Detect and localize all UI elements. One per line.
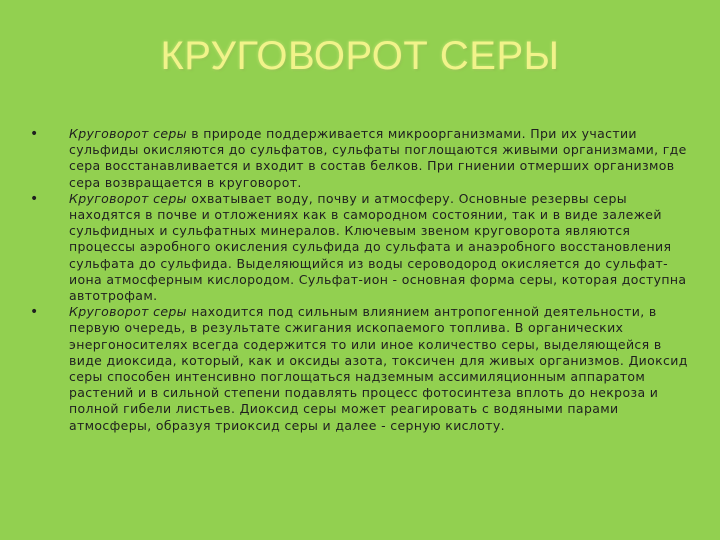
bullet-term: Круговорот серы <box>69 190 187 206</box>
bullet-icon: • <box>30 304 39 321</box>
slide-title: КРУГОВОРОТ СЕРЫ <box>160 34 560 78</box>
bullet-icon: • <box>30 190 39 207</box>
bullet-term: Круговорот серы <box>69 304 187 320</box>
bullet-text: находится под сильным влиянием антропогенной деятельности, в первую очередь, в результате сжигания ископаемого топлива. В органических энергоносителях всегда содержится то или иное количество серы, выделяющейся в виде диоксида, который, как и оксиды азота, токсичен для живых организмов. Диоксид серы способен интенсивно поглощаться надземным ассимиляционным аппаратом растений и в сильной степени подавлять процесс фотосинтеза вплоть до некроза и полной гибели листьев. Диоксид серы может реагировать с водяными парами атмосферы, образуя триоксид серы и далее - серную кислоту. <box>69 304 688 433</box>
bullet-list <box>30 126 694 434</box>
bullet-item <box>30 126 694 191</box>
bullet-text: в природе поддерживается микроорганизмами. При их участии сульфиды окисляются до сульфатов, сульфаты поглощаются живыми организмами, где сера восстанавливается и входит в состав белков. При гниении отмерших организмов сера возвращается в круговорот. <box>69 126 687 190</box>
bullet-item <box>30 191 694 304</box>
bullet-icon: • <box>30 126 39 142</box>
bullet-item <box>30 304 694 434</box>
bullet-text: охватывает воду, почву и атмосферу. Основные резервы серы находятся в почве и отложениях как в самородном состоянии, так и в виде залежей сульфидных и сульфатных минералов. Ключевым звеном круговорота являются процессы аэробного окисления сульфида до сульфата и анаэробного восстановления сульфата до сульфида. Выделяющийся из воды сероводород окисляется до сульфат-иона атмосферным кислородом. Сульфат-ион - основная форма серы, которая доступна автотрофам. <box>69 190 687 304</box>
bullet-term: Круговорот серы <box>69 126 187 141</box>
